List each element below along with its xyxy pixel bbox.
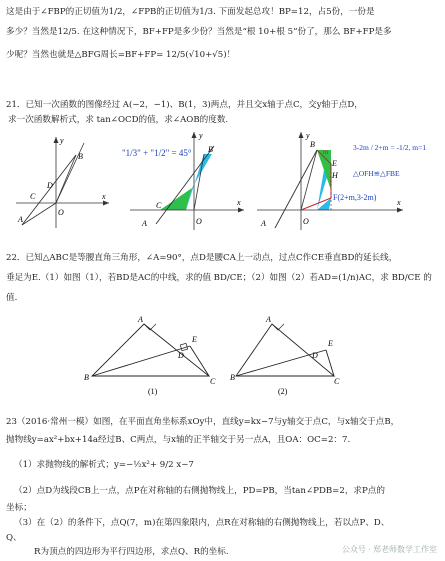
q21-figure-1 [14,133,114,233]
q23-line-5: 坐标； [6,503,32,513]
fig22-2-A: A [266,315,271,324]
fig3-O-label: O [303,217,309,226]
fig2-B-label: B [208,145,213,154]
fig22-1-C: C [210,377,216,386]
fig22-2-B: B [230,373,235,382]
q22-figure-2 [230,312,350,396]
fig22-1-B: B [84,373,89,382]
q21-line-2: 求一次函数解析式，求 tan∠OCD的值，求∠AOB的度数. [8,115,229,125]
fig22-1-E: E [192,335,197,344]
fig22-1-caption: (1) [148,387,158,396]
q21-figure-2 [120,128,250,233]
fig22-2-D: D [312,351,318,360]
watermark: 公众号 · 郑老师数学工作室 [341,545,437,554]
fig22-2-caption: (2) [278,387,288,396]
fig1-O-label: O [58,208,64,217]
fig1-y-label: y [60,136,64,145]
fig22-2-E: E [328,339,333,348]
fig2-A-label: A [142,219,147,228]
fig1-C-label: C [30,192,36,201]
fig1-A-label: A [18,215,23,224]
q23-line-3: （1）求抛物线的解析式；y=−½x²+ 9/2 x−7 [14,460,194,470]
intro-line-3: 少呢？当然也就是△BFG周长=BF+FP= 12/5(√10+√5)！ [6,50,236,60]
fig3-B-label: B [310,140,315,149]
fig3-x-label: x [397,198,401,207]
fig2-formula: "1/3" + "1/2" = 45° [122,148,192,158]
fig3-m-label: m [323,148,329,156]
fig22-1-A: A [138,315,143,324]
q21-figure-3 [255,128,441,233]
fig1-x-label: x [102,192,106,201]
q21-line-1: 21．已知一次函数的图像经过 A(−2，−1)、B(1，3)两点，并且交x轴于点C，交y轴于点D， [6,100,363,110]
fig3-formula-1: 3-2m / 2+m = -1/2, m=1 [353,143,427,152]
fig1-D-label: D [47,181,53,190]
fig3-E-label: E [332,159,337,168]
q23-line-6: （3）在（2）的条件下，点Q(7，m)在第四象限内，点R在对称轴的右侧抛物线上，若以点P、D、 [14,518,390,528]
q23-line-8: R为顶点的四边形为平行四边形，求点Q、R的坐标. [34,547,229,557]
q23-line-1: 23（2016·常州一模）如图，在平面直角坐标系xOy中，直线y=kx−7与y轴交于点C，与x轴交于点B， [6,417,400,427]
fig2-O-label: O [196,217,202,226]
q22-line-1: 22．已知△ABC是等腰直角三角形，∠A=90°，点D是腰CA上一动点，过点C作CE垂直BD的延长线， [6,253,398,263]
fig3-y-label: y [306,131,310,140]
q22-figure-1 [84,312,224,396]
fig1-B-label: B [78,152,83,161]
fig22-1-D: D [178,351,184,360]
fig3-formula-2: △OFH≌△FBE [353,169,400,178]
fig3-F-label: F(2+m,3-2m) [333,193,377,202]
q23-line-2: 抛物线y=ax²+bx+14a经过B、C两点，与x轴的正半轴交于另一点A，且OA：OC=2：7. [6,435,351,445]
fig2-y-label: y [199,131,203,140]
intro-line-1: 这是由于∠FBP的正切值为1/2，∠FPB的正切值为1/3. 下面发起总攻！BP=12，占5份，一份是 [6,7,375,17]
q22-line-3: 值. [6,293,18,303]
q22-line-2: 垂足为E.（1）如图（1），若BD是AC的中线，求的值 BD/CE；（2）如图（2）若AD=(1/n)AC，求 BD/CE 的 [6,273,432,283]
fig22-2-C: C [334,377,340,386]
intro-line-2: 多少？当然是12/5. 在这种情况下，BF+FP是多少份？当然是“根 10+根 5”份了，那么 BF+FP是多 [6,27,392,37]
fig3-H-label: H [332,171,338,180]
fig2-x-label: x [237,198,241,207]
q23-line-4: （2）点D为线段CB上一点，点P在对称轴的右侧抛物线上，PD=PB，当tan∠PDB=2，求P点的 [14,486,385,496]
q23-line-7: Q、 [6,533,22,543]
fig3-A-label: A [261,219,266,228]
fig2-C-label: C [156,201,162,210]
